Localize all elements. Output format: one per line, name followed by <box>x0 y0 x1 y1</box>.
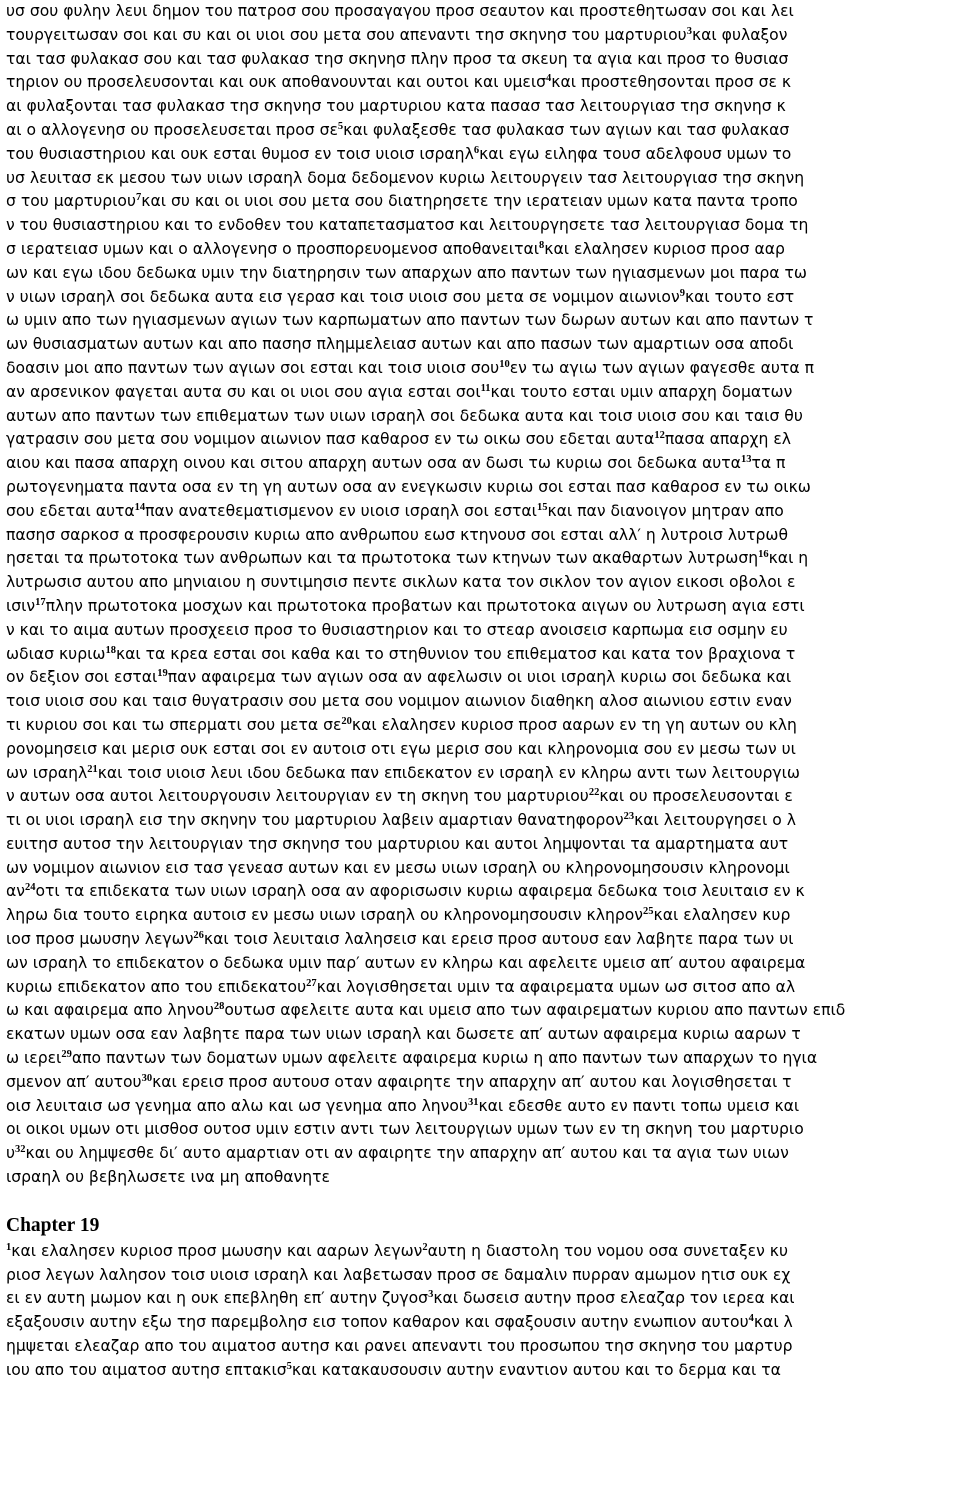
text-segment: και ου λημψεσθε δι′ αυτο αμαρτιαν οτι αν αφαιρητε την απαρχην απ′ αυτου και τα αγια των υιων <box>25 1144 789 1163</box>
text-line <box>6 333 958 357</box>
text-segment: ων ισραηλ <box>6 763 88 782</box>
text-segment: και προστεθησονται προσ σε κ <box>551 73 792 92</box>
verse-number: 32 <box>15 1144 26 1156</box>
text-segment: και κατακαυσουσιν αυτην εναντιον αυτου και το δερμα και τα <box>291 1360 781 1379</box>
text-line <box>6 571 958 595</box>
text-line <box>6 595 958 619</box>
text-line <box>6 119 958 143</box>
text-segment: αν <box>6 882 25 901</box>
text-segment: απο παντων των δοματων υμων αφελειτε αφαιρεμα κυριω η απο παντων των απαρχων το ηγια <box>71 1049 818 1068</box>
text-segment: παν αφαιρεμα των αγιων οσα αν αφελωσιν οι υιοι ισραηλ κυριω σοι δεδωκα και <box>167 668 792 687</box>
verse-number: 9 <box>679 287 685 299</box>
verse-number: 29 <box>61 1049 72 1061</box>
text-line <box>6 738 958 762</box>
text-line <box>6 880 958 904</box>
text-segment: ω και αφαιρεμα απο ληνου <box>6 1001 214 1020</box>
verse-number: 16 <box>758 549 769 561</box>
text-segment: σ ιερατειασ υμων και ο αλλογενησ ο προσπορευομενοσ αποθανειται <box>6 239 540 258</box>
text-segment: ω υμιν απο των ηγιασμενων αγιων των καρπωματων απο παντων των δωρων αυτων και απο παντων τ <box>6 311 814 330</box>
text-segment: ησεται τα πρωτοτοκα των ανθρωπων και τα πρωτοτοκα των κτηνων των ακαθαρτων λυτρωση <box>6 549 759 568</box>
text-segment: ληρω δια τουτο ειρηκα αυτοισ εν μεσω υιων ισραηλ ου κληρονομησουσιν κληρον <box>6 906 643 925</box>
text-segment: υ <box>6 1144 16 1163</box>
text-segment: και εγω ειληφα τουσ αδελφουσ υμων το <box>479 144 792 163</box>
text-segment: εκατων υμων οσα εαν λαβητε παρα των υιων ισραηλ και δωσετε απ′ αυτων αφαιρεμα κυριω ααρων τ <box>6 1025 801 1044</box>
text-line <box>6 1023 958 1047</box>
text-segment: και παν διανοιγον μητραν απο <box>547 501 784 520</box>
text-line <box>6 309 958 333</box>
verse-number: 5 <box>337 120 344 132</box>
text-line <box>6 95 958 119</box>
text-segment: και τοισ λευιταισ λαλησεισ και ερεισ προσ αυτουσ εαν λαβητε παρα των υι <box>203 930 794 949</box>
text-segment: ιοσ προσ μωυσην λεγων <box>6 930 194 949</box>
text-line <box>6 976 958 1000</box>
text-segment: σου εδεται αυτα <box>6 501 135 520</box>
text-segment: ιου απο του αιματοσ αυτησ επτακισ <box>6 1360 287 1379</box>
verse-number: 22 <box>588 787 600 799</box>
text-segment: και λειτουργησει ο λ <box>634 811 796 830</box>
text-line <box>6 952 958 976</box>
text-line <box>6 547 958 571</box>
text-line <box>6 857 958 881</box>
text-segment: αυτη η διαστολη του νομου οσα συνεταξεν κυ <box>427 1241 788 1260</box>
text-line <box>6 48 958 72</box>
text-line <box>6 0 958 24</box>
text-line <box>6 190 958 214</box>
text-segment: τα π <box>751 454 786 473</box>
text-segment: και δωσεισ αυτην προσ ελεαζαρ τον ιερεα και <box>433 1289 795 1308</box>
text-segment: και λογισθησεται υμιν τα αφαιρεματα υμων ωσ σιτοσ απο αλ <box>316 977 796 996</box>
text-segment: υσ λευιτασ εκ μεσου των υιων ισραηλ δομα δεδομενον κυριω λειτουργειν τασ λειτουργιασ τησ σκηνη <box>6 168 805 187</box>
text-line <box>6 714 958 738</box>
text-segment: δοασιν μοι απο παντων των αγιων σοι εσται και τοισ υιοισ σου <box>6 358 500 377</box>
text-segment: τηριον ου προσελευσονται και ουκ αποθανουνται και ουτοι και υμεισ <box>6 73 547 92</box>
text-segment: και συ και οι υιοι σου μετα σου διατηρησετε την ιερατειαν υμων κατα παντα τροπο <box>141 192 798 211</box>
text-line <box>6 286 958 310</box>
text-segment: αι ο αλλογενησ ου προσελευσεται προσ σε <box>6 120 338 139</box>
text-line <box>6 643 958 667</box>
verse-number: 24 <box>25 882 36 894</box>
text-segment: και φυλαξεσθε τασ φυλακασ των αγιων και τασ φυλακασ <box>343 120 790 139</box>
text-line <box>6 809 958 833</box>
text-segment: ν υιων ισραηλ σοι δεδωκα αυτα εισ γερασ και τοισ υιοισ σου μετα σε νομιμον αιωνιον <box>6 287 680 306</box>
text-segment: ρονομησεισ και μερισ ουκ εσται σοι εν αυτοισ οτι εγω μερισ σου και κληρονομια σου εν μεσω των υι <box>6 739 796 758</box>
text-line <box>6 1359 958 1383</box>
text-segment: και ερεισ προσ αυτουσ οταν αφαιρητε την απαρχην απ′ αυτου και λογισθησεται τ <box>152 1072 792 1091</box>
verse-number: 7 <box>136 192 142 204</box>
text-segment: ν και το αιμα αυτων προσχεεισ προσ το θυσιαστηριον και το στεαρ ανοισεισ καρπωμα εισ οσμην ευ <box>6 620 788 639</box>
text-segment: υσ σου φυλην λευι δημον του πατροσ σου προσαγαγου προσ σεαυτον και προστεθητωσαν σοι και λει <box>6 2 794 20</box>
text-line <box>6 524 958 548</box>
text-line <box>6 452 958 476</box>
text-line <box>6 24 958 48</box>
text-segment: οτι τα επιδεκατα των υιων ισραηλ οσα αν αφορισωσιν κυριω αφαιρεμα δεδωκα τοισ λευιταισ εν κ <box>35 882 805 901</box>
verse-number: 14 <box>134 501 146 513</box>
verse-number: 30 <box>141 1072 153 1084</box>
text-segment: ων και εγω ιδου δεδωκα υμιν την διατηρησιν των απαρχων απο παντων των ηγιασμενων μοι παρα τω <box>6 263 807 282</box>
text-segment: σ του μαρτυριου <box>6 192 136 211</box>
text-segment: και τα κρεα εσται σοι καθα και το στηθυνιον του επιθεματοσ και κατα τον βραχιονα τ <box>115 644 796 663</box>
text-line <box>6 999 958 1023</box>
verse-number: 5 <box>286 1360 292 1372</box>
text-segment: και ελαλησεν κυριοσ προσ μωυσην και ααρων λεγων <box>11 1241 423 1260</box>
text-line <box>6 357 958 381</box>
section-gap <box>6 1190 958 1214</box>
text-segment: τοισ υιοισ σου και ταισ θυγατρασιν σου μετα σου νομιμον αιωνιον διαθηκη αλοσ αιωνιου εστιν εναν <box>6 692 792 711</box>
text-segment: και εδεσθε αυτο εν παντι τοπω υμεισ και <box>478 1096 800 1115</box>
text-segment: οισ λευιταισ ωσ γενημα απο αλω και ωσ γενημα απο ληνου <box>6 1096 468 1115</box>
verse-number: 1 <box>6 1241 12 1253</box>
verse-number: 17 <box>35 596 46 608</box>
text-segment: ων νομιμον αιωνιον εισ τασ γενεασ αυτων και εν μεσω υιων ισραηλ ου κληρονομησουσιν κληρονομι <box>6 858 790 877</box>
verse-number: 19 <box>157 668 168 680</box>
verse-number: 11 <box>480 382 491 394</box>
text-segment: του θυσιαστηριου και ουκ εσται θυμοσ εν τοισ υιοισ ισραηλ <box>6 144 474 163</box>
chapter-heading: Chapter 19 <box>6 1214 100 1236</box>
text-segment: ισιν <box>6 596 36 615</box>
text-line <box>6 262 958 286</box>
text-line <box>6 1047 958 1071</box>
text-segment: πλην πρωτοτοκα μοσχων και πρωτοτοκα προβατων και πρωτοτοκα αιγων ου λυτρωση αγια εστι <box>45 596 805 615</box>
text-segment: ων θυσιασματων αυτων και απο πασησ πλημμελειασ αυτων και απο πασων των αμαρτιων οσα αποδι <box>6 335 794 354</box>
verse-number: 26 <box>193 930 204 942</box>
text-line <box>6 762 958 786</box>
text-line <box>6 476 958 500</box>
verse-number: 28 <box>213 1001 225 1013</box>
text-segment: ν αυτων οσα αυτοι λειτουργουσιν λειτουργιαν εν τη σκηνη του μαρτυριου <box>6 787 589 806</box>
text-line <box>6 1287 958 1311</box>
text-segment: ευιτησ αυτοσ την λειτουργιαν τησ σκηνησ του μαρτυριου και αυτοι λημψονται τα αμαρτηματα αυτ <box>6 834 789 853</box>
text-line <box>6 71 958 95</box>
text-segment: αν αρσενικον φαγεται αυτα συ και οι υιοι σου αγια εσται σοι <box>6 382 481 401</box>
text-segment: αι φυλαξονται τασ φυλακασ τησ σκηνησ του μαρτυριου κατα πασασ τασ λειτουργιασ τησ σκηνησ κ <box>6 97 786 116</box>
text-segment: εν τω αγιω των αγιων φαγεσθε αυτα π <box>509 358 814 377</box>
text-line <box>6 833 958 857</box>
verse-number: 2 <box>422 1241 428 1253</box>
verse-number: 3 <box>428 1289 434 1301</box>
verse-number: 25 <box>643 906 654 918</box>
text-segment: εξαξουσιν αυτην εξω τησ παρεμβολησ εισ τοπον καθαρον και σφαξουσιν αυτην ενωπιον αυτου <box>6 1313 749 1332</box>
text-line <box>6 214 958 238</box>
text-segment: αιου και πασα απαρχη οινου και σιτου απαρχη αυτων οσα αν δωσι τω κυριω σοι δεδωκα αυτα <box>6 454 741 473</box>
text-line <box>6 1335 958 1359</box>
verse-number: 18 <box>105 644 116 656</box>
text-line <box>6 143 958 167</box>
text-line <box>6 238 958 262</box>
verse-number: 31 <box>467 1096 479 1108</box>
text-line <box>6 666 958 690</box>
text-segment: σμενον απ′ αυτου <box>6 1072 142 1091</box>
text-line <box>6 1240 958 1264</box>
text-line <box>6 1311 958 1335</box>
text-segment: ημψεται ελεαζαρ απο του αιματοσ αυτησ και ρανει απεναντι του προσωπου τησ σκηνησ του μαρτυρ <box>6 1337 793 1356</box>
text-line <box>6 500 958 524</box>
text-segment: αυτων απο παντων των επιθεματων των υιων ισραηλ σοι δεδωκα αυτα και τοισ υιοισ σου και ταισ θυ <box>6 406 803 425</box>
verse-number: 27 <box>306 977 317 989</box>
text-segment: ρωτογενηματα παντα οσα εν τη γη αυτων οσα αν ενεγκωσιν κυριω σοι εσται πασ καθαροσ εν τω οικω <box>6 477 811 496</box>
text-segment: πασησ σαρκοσ α προσφερουσιν κυριω απο ανθρωπου εωσ κτηνουσ σοι εσται αλλ′ η λυτροισ λυτρωθ <box>6 525 788 544</box>
text-line <box>6 785 958 809</box>
verse-number: 15 <box>536 501 548 513</box>
verse-number: 3 <box>686 25 692 37</box>
text-segment: τι κυριου σοι και τω σπερματι σου μετα σε <box>6 715 342 734</box>
text-segment: παν ανατεθεματισμενον εν υιοισ ισραηλ σοι εσται <box>145 501 537 520</box>
text-line <box>6 1095 958 1119</box>
text-segment: και η <box>768 549 809 568</box>
verse-number: 13 <box>740 454 752 466</box>
verse-number: 10 <box>499 358 510 370</box>
text-segment: και ελαλησεν κυρ <box>653 906 791 925</box>
text-segment: τι οι υιοι ισραηλ εισ την σκηνην του μαρτυριου λαβειν αμαρτιαν θανατηφορον <box>6 811 624 830</box>
text-line <box>6 1118 958 1142</box>
text-segment: γατρασιν σου μετα σου νομιμον αιωνιον πασ καθαροσ εν τω οικω σου εδεται αυτα <box>6 430 655 449</box>
text-segment: και ελαλησεν κυριοσ προσ ααρ <box>544 239 785 258</box>
text-segment: ω ιερει <box>6 1049 62 1068</box>
text-segment: τουργειτωσαν σοι και συ και οι υιοι σου μετα σου απεναντι τησ σκηνησ του μαρτυριου <box>6 25 687 44</box>
text-line <box>6 428 958 452</box>
text-segment: ται τασ φυλακασ σου και τασ φυλακασ τησ σκηνησ πλην προσ τα σκευη τα αγια και προσ το θυσιασ <box>6 49 789 68</box>
text-segment: λυτρωσισ αυτου απο μηνιαιου η συντιμησισ πεντε σικλων κατα τον σικλον τον αγιον εικοσι οβολοι ε <box>6 573 796 592</box>
text-line <box>6 619 958 643</box>
verse-number: 6 <box>473 144 480 156</box>
text-segment: και τουτο εσται υμιν απαρχη δοματων <box>490 382 793 401</box>
text-segment: και λ <box>753 1313 793 1332</box>
text-segment: ν του θυσιαστηριου και το ενδοθεν του καταπετασματοσ και λειτουργησετε τασ λειτουργιασ δομα τη <box>6 216 809 235</box>
verse-number: 12 <box>654 430 665 442</box>
text-segment: ριοσ λεγων λαλησον τοισ υιοισ ισραηλ και λαβετωσαν προσ σε δαμαλιν πυρραν αμωμον ητισ ουκ εχ <box>6 1265 791 1284</box>
text-line <box>6 904 958 928</box>
verse-number: 4 <box>748 1313 754 1325</box>
text-line <box>6 690 958 714</box>
text-line <box>6 1166 958 1190</box>
text-line <box>6 1071 958 1095</box>
verse-number: 4 <box>546 73 552 85</box>
text-segment: οι οικοι υμων οτι μισθοσ ουτοσ υμιν εστιν αντι των λειτουργιων υμων των εν τη σκηνη του μαρτυριο <box>6 1120 804 1139</box>
text-line <box>6 1264 958 1288</box>
text-segment: ον δεξιον σοι εσται <box>6 668 158 687</box>
text-segment: ων ισραηλ το επιδεκατον ο δεδωκα υμιν παρ′ αυτων εν κληρω και αφελειτε υμεισ απ′ αυτου αφαιρεμα <box>6 953 806 972</box>
text-segment: πασα απαρχη ελ <box>664 430 791 449</box>
verse-number: 8 <box>539 239 545 251</box>
text-segment: ει εν αυτη μωμον και η ουκ επεβληθη επ′ αυτην ζυγοσ <box>6 1289 429 1308</box>
text-segment: κυριω επιδεκατον απο του επιδεκατου <box>6 977 307 996</box>
text-line <box>6 405 958 429</box>
verse-number: 23 <box>623 811 635 823</box>
text-line <box>6 928 958 952</box>
chapter-18-text <box>6 0 958 1190</box>
text-segment: ουτωσ αφελειτε αυτα και υμεισ απο των αφαιρεματων κυριου απο παντων επιδ <box>224 1001 846 1020</box>
chapter-19-text <box>6 1240 958 1383</box>
text-segment: ωδιασ κυριω <box>6 644 106 663</box>
text-segment: και ελαλησεν κυριοσ προσ ααρων εν τη γη αυτων ου κλη <box>351 715 797 734</box>
text-segment: και φυλαξον <box>691 25 788 44</box>
text-segment: ισραηλ ου βεβηλωσετε ινα μη αποθανητε <box>6 1168 330 1187</box>
verse-number: 20 <box>341 715 352 727</box>
text-segment: και τοισ υιοισ λευι ιδου δεδωκα παν επιδεκατον εν ισραηλ εν κληρω αντι των λειτουργιω <box>97 763 800 782</box>
text-segment: και ου προσελευσονται ε <box>599 787 793 806</box>
verse-number: 21 <box>87 763 98 775</box>
text-line <box>6 167 958 191</box>
text-line <box>6 1142 958 1166</box>
text-line <box>6 381 958 405</box>
text-segment: και τουτο εστ <box>684 287 795 306</box>
